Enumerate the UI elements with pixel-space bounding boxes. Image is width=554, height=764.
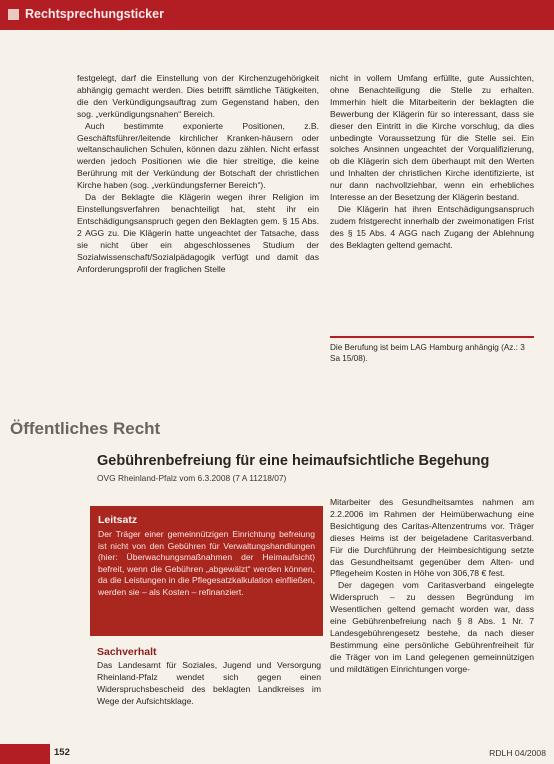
article-title: Gebührenbefreiung für eine heimaufsichtliche Begehung [97, 453, 490, 469]
leitsatz-box [90, 506, 323, 636]
upper-column-right [330, 73, 534, 252]
section-title: Öffentliches Recht [10, 419, 161, 438]
appeal-note: Die Berufung ist beim LAG Hamburg anhängig (Az.: 3 Sa 15/08). [330, 336, 534, 364]
paragraph: Mitarbeiter des Gesundheitsamtes nahmen am 2.2.2006 im Rahmen der Heimüberwachung eine Besichtigung des Caritas-Altenzentrums vor. Träger dieses Heims ist der beigeladene Caritasverband. Für die Durchführung der Heimbesichtigung setzte das Gesundheitsamt gegenüber dem Alten- und Pflegeheim Kosten in Höhe von 306,78 € fest. [330, 497, 534, 579]
header-bar [0, 0, 554, 30]
paragraph: Das Landesamt für Soziales, Jugend und Versorgung Rheinland-Pfalz wendet sich gegen einen Widerspruchsbescheid des beklagten Landkreises im Wege der Aufsichtsklage. [97, 660, 321, 706]
article-court: OVG Rheinland-Pfalz vom 6.3.2008 (7 A 11218/07) [97, 473, 287, 483]
paragraph: Da der Beklagte die Klägerin wegen ihrer Religion im Einstellungsverfahren benachteiligt hat, steht ihr ein Entschädigungsanspruch gegen den Beklagten gem. § 15 Abs. 2 AGG zu. Die Klägerin hatte ungeachtet der Tatsache, dass sie nicht über ein abgeschlossenes Studium der Sozialwissenschaft/Sozialpädagogik verfügt und damit das Anforderungsprofil der fraglichen Stelle [77, 192, 319, 274]
sachverhalt-heading: Sachverhalt [97, 646, 157, 658]
header-square-icon [8, 9, 19, 20]
header-label: Rechtsprechungsticker [25, 7, 164, 21]
footer-issue: RDLH 04/2008 [489, 748, 546, 758]
paragraph: Der dagegen vom Caritasverband eingelegte Widerspruch – zu dessen Begründung im Wesentlichen geltend gemacht worden war, dass eine Gebührenbefreiung nach § 8 Abs. 1 Nr. 7 Landesgebührengesetz bestehe, da nach dieser Bestimmung eine persönliche Gebührenfreiheit für die Träger von im Land gelegenen gemeinnützigen und mildtätigen Einrichtungen vorge- [330, 580, 534, 674]
paragraph: nicht in vollem Umfang erfüllte, gute Aussichten, ohne Benachteiligung die Stelle zu erhalten. Immerhin hielt die Mitarbeiterin der beklagten die Bewerbung der Klägerin für so interessant, dass sie dieser den Eintritt in die Kirche vorschlug, da dies unbedingte Voraussetzung für die Stelle sei. Ein solches Ansinnen ungeachtet der Vorqualifizierung, ob die Klägerin sich dem überhaupt mit den Werten und Inhalten der christlichen Kirche identifizierte, ist nur dann nachvollziehbar, wenn ein erhebliches Interesse an der Besetzung der Klägerin bestand. [330, 73, 534, 203]
leitsatz-text: Der Träger einer gemeinnützigen Einrichtung befreiung ist nicht von den Gebühren für Verwaltungshandlungen (hier: Überwachungsmaßnahmen der Heimaufsicht) befreit, wenn die Gebühren „abgewälzt“ werden können, da die Leistungen in die Pflegesatzkalkulation einfließen, werden sie – als Kosten – refinanziert. [98, 529, 315, 597]
leitsatz-heading: Leitsatz [98, 514, 138, 526]
upper-column-left [77, 73, 319, 275]
paragraph: festgelegt, darf die Einstellung von der Kirchenzugehörigkeit abhängig gemacht werden. Dies betrifft sämtliche Tätigkeiten, die den Verkündigungsauftrag zum Gegenstand haben, den sog. „verkündigungsnahen“ Bereich. [77, 73, 319, 119]
page-number: 152 [54, 747, 70, 758]
paragraph: Die Klägerin hat ihren Entschädigungsanspruch zudem fristgerecht innerhalb der zweimonatigen Frist des § 15 Abs. 4 AGG nach Zugang der Ablehnung des Beklagten geltend gemacht. [330, 203, 534, 250]
sachverhalt-body [97, 660, 321, 708]
footer-page-bar [0, 744, 70, 764]
lower-column-right [330, 497, 534, 676]
paragraph: Auch bestimmte exponierte Positionen, z.B. Geschäftsführer/leitende kirchlicher Kranken-häusern oder weltanschaulichen Schulen, können dazu zählen. Nicht erfasst werden jedoch Positionen wie die hier streitige, die keine Berührung mit der Verkündung der Botschaft der christlichen Kirche haben (sog. „verkündungsferner Bereich“). [77, 120, 319, 191]
